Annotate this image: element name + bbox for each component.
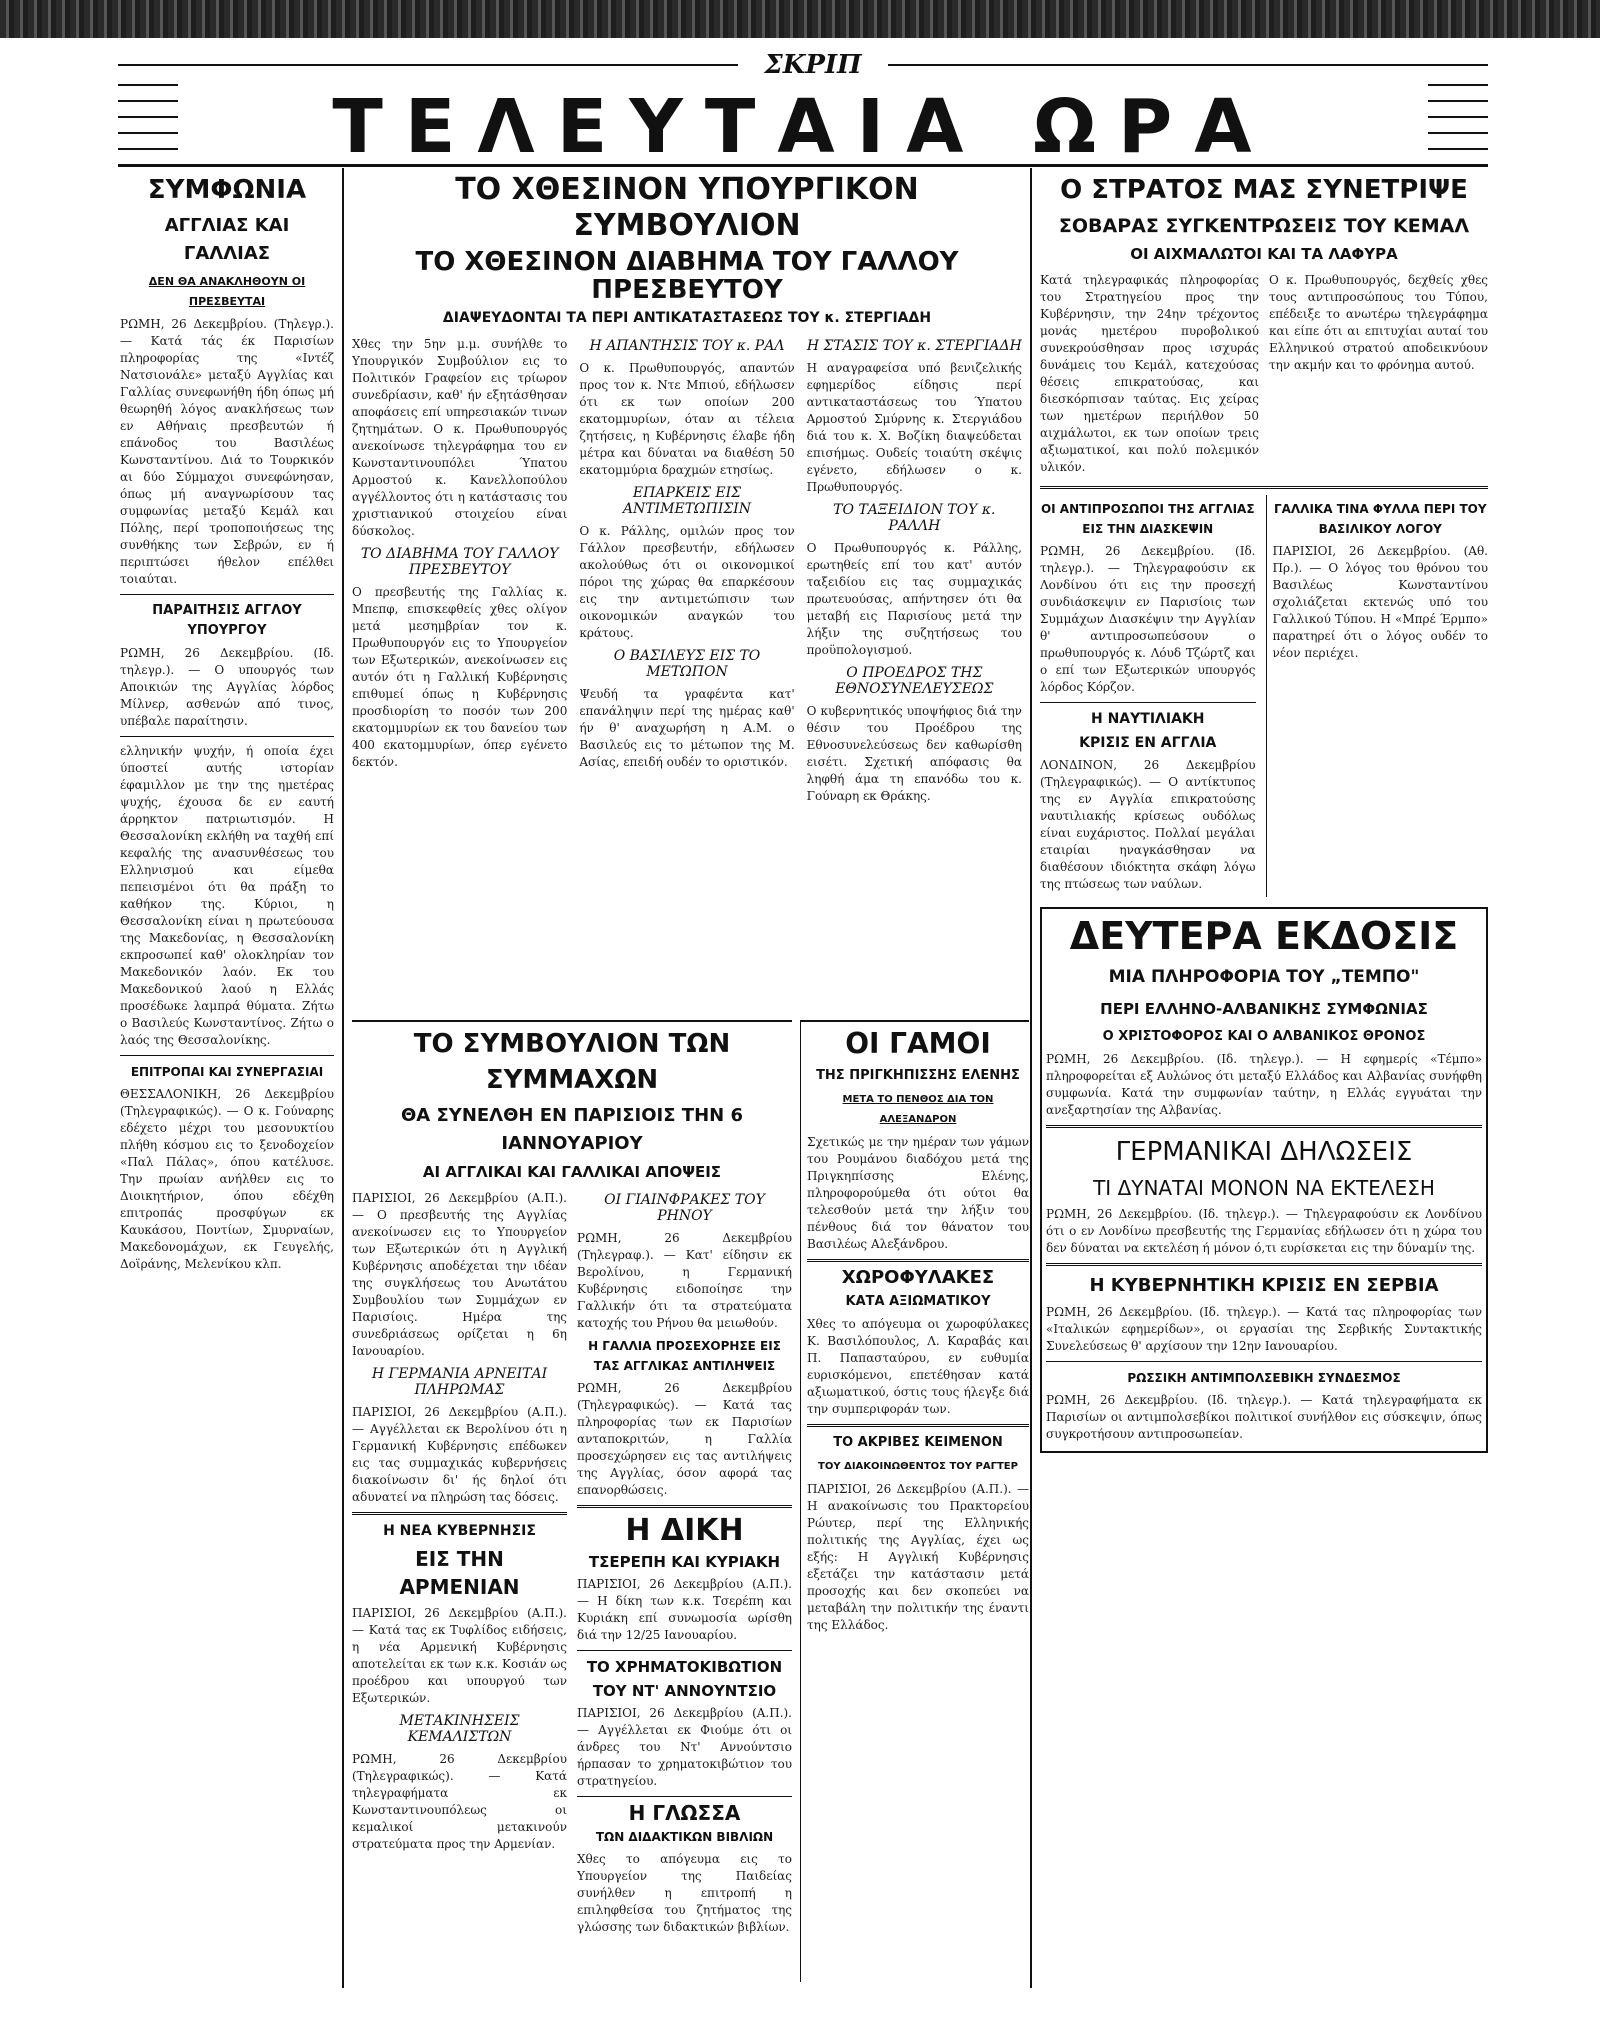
article-kicker: ΔΕΝ ΘΑ ΑΝΑΚΛΗΘΟΥΝ ΟΙ ΠΡΕΣΒΕΥΤΑΙ — [148, 275, 306, 308]
article-headline: ΟΙ ΓΑΜΟΙ — [845, 1027, 991, 1060]
article-body: Ο κ. Ράλλης, ομιλών προς τον Γάλλον πρεσβευτήν, εδήλωσεν ακολούθως ότι οι οικονομικοί πόροι της χώρας θα επαρκέσουν εις την αντιμετώπισιν των οικονομικών αναγκών του κράτους. — [579, 524, 795, 640]
article-body: Κατά τηλεγραφικάς πληροφορίας του Στρατηγείου προς την Κυβέρνησιν, την 24ην τρέχοντος μονάς ημετέρου πυροβολικού συνεκρούσθησαν προς ισχυράς δυνάμεις του Κεμάλ, κατεχούσας θέσεις επικρατούσας, και διεσκόρπισαν ταύτας. Εις χείρας των ημετέρων περιήλθον 50 αιχμάλωτοι, εκ των οποίων τρεις αξιωματικοί, και πολύ πολεμικόν υλικόν. — [1040, 273, 1259, 474]
article-body: Χθες το απόγευμα οι χωροφύλακες Κ. Βασιλόπουλος, Λ. Καραβάς και Π. Παπασταύρου, εν ευθυμία ευρισκόμενοι, επετέθησαν κατά αξιωματικού, όστις τους ήλεγξε διά την συμπεριφοράν των. — [807, 1317, 1029, 1416]
article-body: ΡΩΜΗ, 26 Δεκεμβρίου. (Τηλεγρ.). — Κατά τάς έκ Παρισίων πληροφορίας της «Ιντέζ Νατσιονάλε» μεταξύ Αγγλίας και Γαλλίας συνεφωνήθη ήδη όπως μή θεωρηθή λόγος ανακλήσεως των εν Αθήναις πρεσβευτών ή επάνοδος του Βασιλέως Κωνσταντίνου. Διά το Τουρκικόν αι δύο Σύμμαχοι συνεφώνησαν, όπως μή αναγνωρίσουν τας συμφωνίας μεταξύ Κεμάλ και Πόλης, περί τροποποιήσεως της συνθήκης των Σεβρών, εν ή περιπτώσει ήθελον επέλθει τοιαύται. — [120, 317, 334, 586]
column-divider-1 — [342, 168, 344, 1988]
article-subheadline: ΤΩΝ ΔΙΔΑΚΤΙΚΩΝ ΒΙΒΛΙΩΝ — [595, 1830, 774, 1844]
divider — [577, 1505, 792, 1508]
divider — [120, 736, 334, 737]
article-body: ΡΩΜΗ, 26 Δεκεμβρίου (Τηλεγραφ.). — Κατ' είδησιν εκ Βερολίνου, η Γερμανική Κυβέρνησις ειδοποίησε την Γαλλικήν ότι τα στρατεύματα κατοχής του Ρήνου θα μειωθούν. — [577, 1231, 792, 1330]
article-subheadline: ΕΙΣ ΤΗΝ ΑΡΜΕΝΙΑΝ — [399, 1547, 520, 1599]
article-kicker: ΑΙ ΑΓΓΛΙΚΑΙ ΚΑΙ ΓΑΛΛΙΚΑΙ ΑΠΟΨΕΙΣ — [422, 1163, 722, 1181]
article-headline: ΧΩΡΟΦΥΛΑΚΕΣ — [841, 1267, 995, 1288]
article-subheadline: ΤΗΣ ΠΡΙΓΚΗΠΙΣΣΗΣ ΕΛΕΝΗΣ — [816, 1068, 1020, 1083]
article-body: ΠΑΡΙΣΙΟΙ, 26 Δεκεμβρίου (Α.Π.). — Αγγέλλεται εκ Φιούμε ότι οι άνδρες του Ντ' Αννούντσιο ήρπασαν το χρηματοκιβώτιον του στρατηγείου. — [577, 1706, 792, 1788]
section-subheading: ΜΕΤΑΚΙΝΗΣΕΙΣ ΚΕΜΑΛΙΣΤΩΝ — [399, 1713, 520, 1745]
article-subheadline: ΘΑ ΣΥΝΕΛΘΗ ΕΝ ΠΑΡΙΣΙΟΙΣ ΤΗΝ 6 ΙΑΝΝΟΥΑΡΙΟΥ — [400, 1105, 744, 1154]
article-subheadline: ΚΑΤΑ ΑΞΙΩΜΑΤΙΚΟΥ — [845, 1294, 991, 1309]
article-body: Η αναγραφείσα υπό βενιζελικής εφημερίδος είδησις περί αντικαταστάσεως του Ύπατου Αρμοστού Σμύρνης κ. Στεργιάδου διά του κ. Χ. Βοζίκη διαψεύδεται επισήμως. Ουδείς τοιαύτη σκέψις εγένετο, εδήλωσεν ο κ. Πρωθυπουργός. — [806, 361, 1022, 494]
article-headline: ΠΑΡΑΙΤΗΣΙΣ ΑΓΓΛΟΥ ΥΠΟΥΡΓΟΥ — [152, 603, 302, 638]
article-subheadline: ΤΣΕΡΕΠΗ ΚΑΙ ΚΥΡΙΑΚΗ — [588, 1553, 781, 1571]
article-body: Χθες το απόγευμα εις το Υπουργείον της Παιδείας συνήλθεν η επιτροπή η επιληφθείσα του ζητήματος της γλώσσης των διδακτικών βιβλίων. — [577, 1852, 792, 1934]
divider — [1040, 702, 1256, 703]
divider — [1046, 1361, 1482, 1362]
article-body: ΘΕΣΣΑΛΟΝΙΚΗ, 26 Δεκεμβρίου (Τηλεγραφικώς). — Ο κ. Γούναρης εδέχετο μέχρι του μεσονυκτίου πλήθη κόσμου εις το ξενοδοχείον «Παλ Πάλας», όπου κατέλυσε. Την πρωίαν ανήλθεν εις το Διοικητήριον, όπου εδέχθη επιτροπάς προσφύγων εκ Καυκάσου, Ποντίων, Σμυρναίων, Μακεδονομάχων, εκ Γευγελής, Δοϊράνης, Μελενίκου κλπ. — [120, 1087, 334, 1271]
article-headline: ΓΕΡΜΑΝΙΚΑΙ ΔΗΛΩΣΕΙΣ — [1115, 1137, 1413, 1167]
article-body: ΡΩΜΗ, 26 Δεκεμβρίου. (Ιδ. τηλεγρ.). — Τηλεγραφούσιν εκ Λονδίνου ότι εις την προσεχή συνδιάσκεψιν εν Παρισίοις των Συμμάχων Διασκέψιν την Αγγλίαν θ' αντιπροσωπεύσουν ο πρωθυπουργός κ. Λόυδ Τζώρτζ και ο επί των Εξωτερικών υπουργός λόρδος Κόρζον. — [1040, 544, 1256, 694]
second-edition-box — [1040, 907, 1488, 1453]
column-2-upper — [352, 172, 1022, 1012]
article-body: ΠΑΡΙΣΙΟΙ, 26 Δεκεμβρίου (Α.Π.). — Αγγέλλεται εκ Βερολίνου ότι η Γερμανική Κυβέρνησις επέδωκεν εις τας συμμαχικάς κυβερνήσεις διακοίνωσιν δι' ής δηλοί ότι αδυνατεί να πληρώση τας δόσεις. — [352, 1405, 567, 1504]
article-subheadline: ΜΙΑ ΠΛΗΡΟΦΟΡΙΑ ΤΟΥ „ΤΕΜΠΟ" — [1108, 967, 1420, 987]
column-2-lower-right — [800, 1020, 1029, 1982]
article-headline: ΤΟ ΧΡΗΜΑΤΟΚΙΒΩΤΙΟΝ — [586, 1658, 783, 1676]
section-subheading: Ο ΒΑΣΙΛΕΥΣ ΕΙΣ ΤΟ ΜΕΤΩΠΟΝ — [613, 648, 761, 680]
divider — [120, 594, 334, 595]
article-body: ΡΩΜΗ, 26 Δεκεμβρίου (Τηλεγραφικώς). — Κατά τηλεγραφήματα εκ Κωνσταντινουπόλεως οι κεμαλικοί μετακινούν στρατεύματα προς την Αρμενίαν. — [352, 1752, 567, 1851]
section-subheading: Η ΑΠΑΝΤΗΣΙΣ ΤΟΥ κ. ΡΑΛ — [589, 338, 785, 354]
divider — [807, 1259, 1029, 1262]
article-headline: ΕΠΙΤΡΟΠΑΙ ΚΑΙ ΣΥΝΕΡΓΑΣΙΑΙ — [130, 1065, 324, 1079]
article-headline: Η ΚΥΒΕΡΝΗΤΙΚΗ ΚΡΙΣΙΣ ΕΝ ΣΕΡΒΙΑ — [1089, 1275, 1439, 1296]
article-body: ΡΩΜΗ, 26 Δεκεμβρίου. (Ιδ. τηλεγρ.). — Η εφημερίς «Τέμπο» πληροφορείται εξ Αυλώνος ότι μεταξύ Ελλάδος και Αλβανίας συνήφθη συμφωνία. Κατά την συμφωνίαν ταύτην, η Ελλάς εγγυάται την ανεξαρτησίαν της Αλβανίας. — [1046, 1052, 1482, 1117]
article-body: Σχετικώς με την ημέραν των γάμων του Ρουμάνου διαδόχου μετά της Πριγκηπίσσης Ελένης, πληροφορούμεθα ότι ούτοι θα τελεσθούν μετά την λήξιν του πένθους διά τον θάνατον του Βασιλέως Αλεξάνδρου. — [807, 1135, 1029, 1251]
article-subheadline: ΑΓΓΛΙΑΣ ΚΑΙ ΓΑΛΛΙΑΣ — [164, 215, 290, 264]
divider — [807, 1424, 1029, 1427]
section-subheading: Η ΓΕΡΜΑΝΙΑ ΑΡΝΕΙΤΑΙ ΠΛΗΡΩΜΑΣ — [371, 1366, 548, 1398]
article-headline: Η ΔΙΚΗ — [625, 1513, 744, 1548]
article-headline: ΟΙ ΑΝΤΙΠΡΟΣΩΠΟΙ ΤΗΣ ΑΓΓΛΙΑΣ ΕΙΣ ΤΗΝ ΔΙΑΣΚΕΨΙΝ — [1040, 502, 1255, 536]
article-subheadline: ΤΟ ΧΘΕΣΙΝΟΝ ΔΙΑΒΗΜΑ ΤΟΥ ΓΑΛΛΟΥ ΠΡΕΣΒΕΥΤΟΥ — [415, 247, 959, 305]
article-kicker: ΟΙ ΑΙΧΜΑΛΩΤΟΙ ΚΑΙ ΤΑ ΛΑΦΥΡΑ — [1130, 245, 1398, 263]
article-subheadline: ΤΙ ΔΥΝΑΤΑΙ ΜΟΝΟΝ ΝΑ ΕΚΤΕΛΕΣΗ — [1093, 1176, 1435, 1200]
article-kicker: ΔΙΑΨΕΥΔΟΝΤΑΙ ΤΑ ΠΕΡΙ ΑΝΤΙΚΑΤΑΣΤΑΣΕΩΣ ΤΟΥ κ. ΣΤΕΡΓΙΑΔΗ — [442, 310, 932, 326]
article-subheadline: ΠΕΡΙ ΕΛΛΗΝΟ-ΑΛΒΑΝΙΚΗΣ ΣΥΜΦΩΝΙΑΣ — [1100, 1000, 1428, 1018]
section-subheading: ΤΟ ΤΑΞΕΙΔΙΟΝ ΤΟΥ κ. ΡΑΛΛΗ — [833, 502, 996, 534]
divider — [120, 1055, 334, 1056]
article-kicker: ΜΕΤΑ ΤΟ ΠΕΝΘΟΣ ΔΙΑ ΤΟΝ ΑΛΕΞΑΝΔΡΟΝ — [842, 1094, 994, 1125]
section-subheading: ΕΠΑΡΚΕΙΣ ΕΙΣ ΑΝΤΙΜΕΤΩΠΙΣΙΝ — [622, 485, 752, 517]
divider — [352, 1512, 567, 1515]
article-headline: ΣΥΜΦΩΝΙΑ — [147, 175, 307, 205]
scan-edge — [0, 0, 1600, 38]
article-body: Ο κ. Πρωθυπουργός, απαντών προς τον κ. Ντε Μπιού, εδήλωσεν ότι εκ των οποίων 200 εκατομμυρίων, όταν αι τέλεια ζητήσεις, η Κυβέρνησις έλαβε ήδη μέτρα και δύναται να διαθέση 50 εκατομμύρια δραχμών ετησίως. — [579, 361, 795, 477]
article-body: ΠΑΡΙΣΙΟΙ, 26 Δεκεμβρίου (Α.Π.). — Η ανακοίνωσις του Πρακτορείου Ρώυτερ, περί της Ελληνικής πολιτικής της Αγγλίας, έχει ως εξής: Η Αγγλική Κυβέρνησις εξετάζει την κατάστασιν μετά προσοχής και δεν σκοπεύει να μεταβάλη την πολιτικήν της έναντι της Ελλάδος. — [807, 1482, 1029, 1632]
article-headline: ΤΟ ΑΚΡΙΒΕΣ ΚΕΙΜΕΝΟΝ — [833, 1435, 1003, 1450]
article-body: ΡΩΜΗ, 26 Δεκεμβρίου. (Ιδ. τηλεγρ.). — Ο υπουργός των Αποικιών της Αγγλίας λόρδος Μίλνερ, ασθενών από τινος, υπέβαλε παραίτησιν. — [120, 646, 334, 728]
column-3 — [1040, 172, 1488, 1982]
article-body: ΠΑΡΙΣΙΟΙ, 26 Δεκεμβρίου (Α.Π.). — Κατά τας εκ Τυφλίδος ειδήσεις, η νέα Αρμενική Κυβέρνησις αποτελείται εκ των κ.κ. Κοσιάν ως προέδρου και υπουργού των Εξωτερικών. — [352, 1606, 567, 1705]
article-headline: ΓΑΛΛΙΚΑ ΤΙΝΑ ΦΥΛΛΑ ΠΕΡΙ ΤΟΥ ΒΑΣΙΛΙΚΟΥ ΛΟΓΟΥ — [1273, 502, 1487, 536]
article-body: ΡΩΜΗ, 26 Δεκεμβρίου. (Ιδ. τηλεγρ.). — Κατά τηλεγραφήματα εκ Παρισίων οι αντιμπολσεβίκοι πολιτικοί συνήλθον εις σύσκεψιν, όπως συγκροτήσουν αντιπροσωπείαν. — [1046, 1393, 1482, 1441]
section-subheading: ΟΙ ΓΙΑΙΝΦΡΑΚΕΣ ΤΟΥ ΡΗΝΟΥ — [604, 1192, 765, 1224]
section-subheading: ΤΟ ΔΙΑΒΗΜΑ ΤΟΥ ΓΑΛΛΟΥ ΠΡΕΣΒΕΥΤΟΥ — [360, 546, 559, 578]
article-kicker: Ο ΧΡΙΣΤΟΦΟΡΟΣ ΚΑΙ Ο ΑΛΒΑΝΙΚΟΣ ΘΡΟΝΟΣ — [1102, 1029, 1426, 1044]
article-headline: ΤΟ ΧΘΕΣΙΝΟΝ ΥΠΟΥΡΓΙΚΟΝ ΣΥΜΒΟΥΛΙΟΝ — [455, 172, 919, 243]
article-body: Ο κ. Πρωθυπουργός, δεχθείς χθες τους αντιπροσώπους του Τύπου, επέδειξε το ανωτέρω τηλεγράφημα και είπε ότι αι επιτυχίαι αυταί του Ελληνικού στρατού αποδεικνύουν την ακμήν και το φρόνημα αυτού. — [1269, 273, 1488, 372]
masthead — [118, 50, 1488, 170]
article-body: ΡΩΜΗ, 26 Δεκεμβρίου. (Ιδ. τηλεγρ.). — Κατά τας πληροφορίας των «Ιταλικών εφημερίδων», οι εργασίαι της Σερβικής Συντακτικής Συνελεύσεως θ' αρχίσουν την 12ην Ιανουαρίου. — [1046, 1305, 1482, 1353]
masthead-rule-bottom — [118, 164, 1488, 167]
article-subheadline: ΤΟΥ ΔΙΑΚΟΙΝΩΘΕΝΤΟΣ ΤΟΥ ΡΑΓΤΕΡ — [818, 1461, 1018, 1472]
article-body: ΠΑΡΙΣΙΟΙ, 26 Δεκεμβρίου (Α.Π.). — Ο πρεσβευτής της Αγγλίας ανεκοίνωσεν εις το Υπουργείον των Εξωτερικών ότι η Αγγλική Κυβέρνησις αποδέχεται την ιδέαν της συγκλήσεως του Ανωτάτου Συμβουλίου των Συμμάχων εν Παρισίοις. Ημέρα της συνεδριάσεως ορίζεται η 6η Ιανουαρίου. — [352, 1191, 567, 1358]
article-body: Ο πρεσβευτής της Γαλλίας κ. Μπεπφ, επισκεφθείς χθες ολίγον μετά μεσημβρίαν τον κ. Πρωθυπουργόν εις το Υπουργείον των Εξωτερικών, ανεκοίνωσεν εις αυτόν ότι η Γαλλική Κυβέρνησις επιθυμεί όπως η Κυβέρνησις προσδιορίση το ποσόν των 200 εκατομμυρίων εκ του δανείου των 400 εκατομμυρίων, όπερ εγένετο δεκτόν. — [352, 585, 568, 769]
article-body: Χθες την 5ην μ.μ. συνήλθε το Υπουργικόν Συμβούλιον εις το Πολιτικόν Γραφείον εις τρίωρον συνεδρίασιν, καθ' ήν εξητάσθησαν αποφάσεις επί υπηρεσιακών τινων ζητημάτων. Ο κ. Πρωθυπουργός ανεκοίνωσε τηλεγράφημα του εν Κωνσταντινουπόλει Ύπατου Αρμοστού κ. Κανελλοπούλου αγγέλλοντος ότι η κατάστασις του χριστιανικού στοιχείου είναι δύσκολος. — [352, 337, 568, 538]
masthead-ornament-right — [1428, 84, 1488, 154]
article-headline: Η ΝΑΥΤΙΛΙΑΚΗ — [1091, 711, 1205, 727]
paper-name: ΣΚΡΙΠ — [738, 50, 888, 80]
section-subheading: Ο ΠΡΟΕΔΡΟΣ ΤΗΣ ΕΘΝΟΣΥΝΕΛΕΥΣΕΩΣ — [835, 665, 994, 697]
column-2-lower-left — [352, 1020, 792, 1982]
article-subheadline: ΚΡΙΣΙΣ ΕΝ ΑΓΓΛΙΑ — [1079, 735, 1217, 751]
article-headline: Η ΓΑΛΛΙΑ ΠΡΟΣΕΧΟΡΗΣΕ ΕΙΣ ΤΑΣ ΑΓΓΛΙΚΑΣ ΑΝΤΙΛΗΨΕΙΣ — [588, 1339, 781, 1373]
divider — [577, 1796, 792, 1797]
column-1 — [120, 172, 334, 1982]
article-headline: Ο ΣΤΡΑΤΟΣ ΜΑΣ ΣΥΝΕΤΡΙΨΕ — [1060, 175, 1468, 205]
divider — [577, 1650, 792, 1651]
article-body: ΠΑΡΙΣΙΟΙ, 26 Δεκεμβρίου. (Αθ. Πρ.). — Ο λόγος του θρόνου του Βασιλέως Κωνσταντίνου σχολιάζεται εκτενώς υπό του Γαλλικού Τύπου. Η «Μπρέ Έρμπο» παρατηρεί ότι ο λόγος ουδέν το νέον περιέχει. — [1272, 544, 1488, 660]
article-body: ΡΩΜΗ, 26 Δεκεμβρίου. (Ιδ. τηλεγρ.). — Τηλεγραφούσιν εκ Λονδίνου ότι ο εν Λονδίνω πρεσβευτής της Γερμανίας εδήλωσεν ότι η χώρα του δεν δύναται να εκτελέση ή μόνον ό,τι ευρίσκεται εις την δύναμίν της. — [1046, 1207, 1482, 1255]
article-body: ΡΩΜΗ, 26 Δεκεμβρίου (Τηλεγραφικώς). — Κατά τας πληροφορίας των εκ Παρισίων ανταποκριτών, η Γαλλία προσεχώρησεν εις τας αντιλήψεις της Αγγλίας, όσον αφορά τας επανορθώσεις. — [577, 1381, 792, 1497]
divider — [1046, 1263, 1482, 1266]
article-subheadline: ΣΟΒΑΡΑΣ ΣΥΓΚΕΝΤΡΩΣΕΙΣ ΤΟΥ ΚΕΜΑΛ — [1058, 215, 1470, 237]
article-headline: ΡΩΣΣΙΚΗ ΑΝΤΙΜΠΟΛΣΕΒΙΚΗ ΣΥΝΔΕΣΜΟΣ — [1127, 1371, 1401, 1385]
article-body: ΛΟΝΔΙΝΟΝ, 26 Δεκεμβρίου (Τηλεγραφικώς). — Ο αντίκτυπος της εν Αγγλία επικρατούσης ναυτιλιακής κρίσεως ουδόλως είναι ευχάριστος. Πολλαί μεγάλαι εταιρίαι ηναγκάσθησαν να διαθέσουν ιδιόκτητα σκάφη λόγω της πτώσεως των ναύλων. — [1040, 758, 1256, 891]
article-headline: Η ΓΛΩΣΣΑ — [628, 1801, 741, 1825]
masthead-title: ΤΕΛΕΥΤΑΙΑ ΩΡΑ — [332, 84, 1274, 170]
article-headline: ΔΕΥΤΕΡΑ ΕΚΔΟΣΙΣ — [1069, 914, 1459, 958]
divider — [1046, 1125, 1482, 1128]
section-subheading: Η ΣΤΑΣΙΣ ΤΟΥ κ. ΣΤΕΡΓΙΑΔΗ — [806, 338, 1022, 354]
article-headline: Η ΝΕΑ ΚΥΒΕΡΝΗΣΙΣ — [383, 1523, 536, 1539]
article-body: Ο Πρωθυπουργός κ. Ράλλης, ερωτηθείς επί του κατ' αυτόν ταξειδίου εις τας συμμαχικάς πρωτευούσας, απήντησεν ότι θα μεταβή εις Παρισίους μετά την λήξιν της συζητήσεως του προϋπολογισμού. — [806, 541, 1022, 657]
article-subheadline: ΤΟΥ ΝΤ' ΑΝΝΟΥΝΤΣΙΟ — [592, 1682, 777, 1700]
article-body: Ο κυβερνητικός υποψήφιος διά την θέσιν του Προέδρου της Εθνοσυνελεύσεως δεν καθωρίσθη εισέτι. Σχετική απόφασις θα ληφθή άμα τη επανόδω του κ. Γούναρη εκ Θράκης. — [806, 704, 1022, 803]
divider — [1040, 486, 1488, 489]
article-body: ΠΑΡΙΣΙΟΙ, 26 Δεκεμβρίου (Α.Π.). — Η δίκη των κ.κ. Τσερέπη και Κυριάκη επί συνωμοσία ωρίσθη διά την 12/25 Ιανουαρίου. — [577, 1577, 792, 1642]
article-headline: ΤΟ ΣΥΜΒΟΥΛΙΟΝ ΤΩΝ ΣΥΜΜΑΧΩΝ — [413, 1029, 731, 1095]
column-divider-2 — [1030, 168, 1032, 1988]
article-body: ελληνικήν ψυχήν, ή οποία έχει ύποστεί αυτής ιστορίαν έφαμιλλον με την της ημετέρας ψυχής, έχουσα δε εν εαυτή άρρηκτον πατριωτισμόν. Η Θεσσαλονίκη εκλήθη να ταχθή επί κεφαλής της ανασυνθέσεως του Ελληνισμού και είμεθα πεπεισμένοι ότι θα πράξη το καθήκον της. Κύριοι, η Θεσσαλονίκη είναι η πρωτεύουσα της Μακεδονίας, η Θεσσαλονίκη εκπροσωπεί καθ' ολοκληρίαν τον Μακεδονικόν λαόν. Εκ του Μακεδονικού λαού η Ελλάς προσέδωκε λαμπρά θύματα. Ζήτω ο Βασιλεύς Κωνσταντίνος. Ζήτω ο λαός της Θεσσαλονίκης. — [120, 744, 334, 1047]
article-body: Ψευδή τα γραφέντα κατ' επανάληψιν περί της ημέρας καθ' ήν θ' αναχωρήση η Α.Μ. ο Βασιλεύς εις το μέτωπον της Μ. Ασίας, επειδή ουδέν το οριστικόν. — [579, 687, 795, 769]
